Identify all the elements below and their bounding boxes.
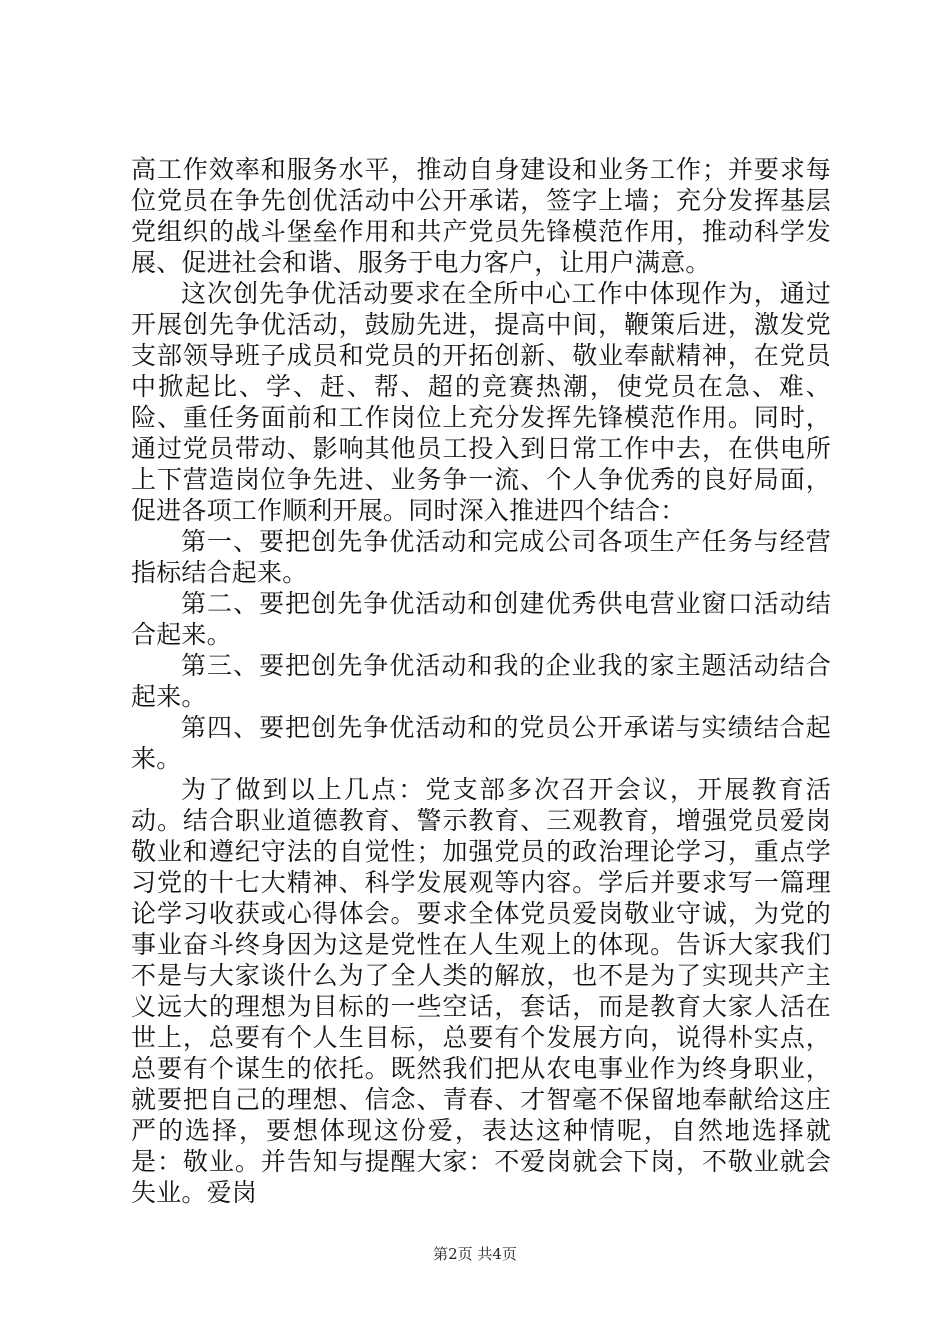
page-footer: 第2页 共4页 [433,1245,517,1263]
paragraph-education-activities: 为了做到以上几点：党支部多次召开会议，开展教育活动。结合职业道德教育、警示教育、三观教育，增强党员爱岗敬业和遵纪守法的自觉性；加强党员的政治理论学习，重点学习党的十七大精神、科学发展观等内容。学后并要求写一篇理论学习收获或心得体会。要求全体党员爱岗敬业守诚，为党的事业奋斗终身因为这是党性在人生观上的体现。告诉大家我们不是与大家谈什么为了全人类的解放，也不是为了实现共产主义远大的理想为目标的一些空话，套话，而是教育大家人活在世上，总要有个人生目标，总要有个发展方向，说得朴实点，总要有个谋生的依托。既然我们把从农电事业作为终身职业，就要把自己的理想、信念、青春、才智毫不保留地奉献给这庄严的选择，要想体现这份爱，表达这种情呢，自然地选择就是：敬业。并告知与提醒大家：不爱岗就会下岗，不敬业就会失业。爱岗 [131,775,831,1207]
paragraph-fourth-combination: 第四、要把创先争优活动和的党员公开承诺与实绩结合起来。 [131,713,831,773]
paragraph-activity-requirements: 这次创先争优活动要求在全所中心工作中体现作为，通过开展创先争优活动，鼓励先进，提高中间，鞭策后进，激发党支部领导班子成员和党员的开拓创新、敬业奉献精神，在党员中掀起比、学、赶、帮、超的竞赛热潮，使党员在急、难、险、重任务面前和工作岗位上充分发挥先锋模范作用。同时，通过党员带动、影响其他员工投入到日常工作中去，在供电所上下营造岗位争先进、业务争一流、个人争优秀的良好局面，促进各项工作顺利开展。同时深入推进四个结合： [131,279,831,525]
paragraph-first-combination: 第一、要把创先争优活动和完成公司各项生产任务与经营指标结合起来。 [131,527,831,587]
paragraph-second-combination: 第二、要把创先争优活动和创建优秀供电营业窗口活动结合起来。 [131,589,831,649]
document-body [131,154,831,1208]
paragraph-continuation: 高工作效率和服务水平，推动自身建设和业务工作；并要求每位党员在争先创优活动中公开承诺，签字上墙；充分发挥基层党组织的战斗堡垒作用和共产党员先锋模范作用，推动科学发展、促进社会和谐、服务于电力客户，让用户满意。 [131,155,831,277]
paragraph-third-combination: 第三、要把创先争优活动和我的企业我的家主题活动结合起来。 [131,651,831,711]
